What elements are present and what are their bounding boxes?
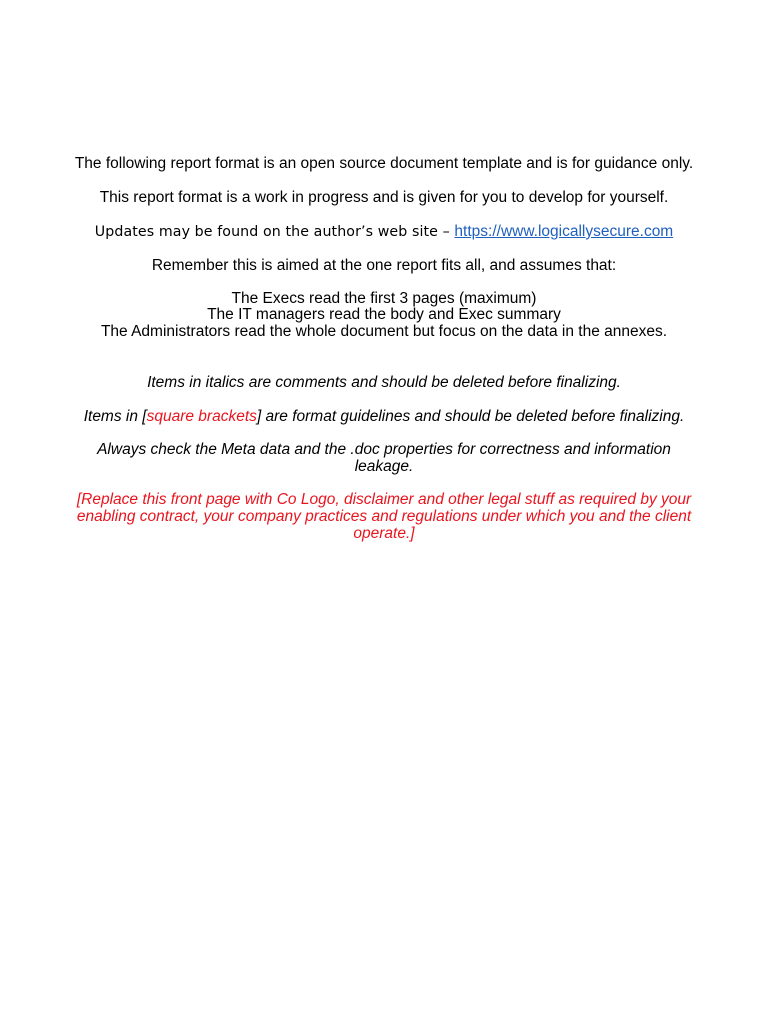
- replace-note-line-1: [Replace this front page with Co Logo, disclaimer and other legal stuff as required by your: [76, 491, 692, 508]
- updates-line: [60, 223, 708, 241]
- brackets-suffix: ] are format guidelines and should be deleted before finalizing.: [256, 408, 685, 425]
- author-website-link[interactable]: https://www.logicallysecure.com: [454, 223, 674, 240]
- replace-note-line-3: operate.]: [353, 525, 415, 542]
- brackets-note: [60, 408, 708, 425]
- intro-line-open-source: The following report format is an open source document template and is for guidance only.: [74, 155, 694, 172]
- document-page: [60, 0, 708, 1024]
- remember-line: Remember this is aimed at the one report fits all, and assumes that:: [151, 257, 617, 274]
- audience-administrators: The Administrators read the whole document but focus on the data in the annexes.: [100, 323, 668, 340]
- audience-it-managers: The IT managers read the body and Exec summary: [207, 306, 561, 323]
- updates-text: Updates may be found on the author’s web site –: [94, 224, 455, 240]
- intro-line-work-in-progress: This report format is a work in progress and is given for you to develop for yourself.: [99, 189, 669, 206]
- meta-note-line-2: leakage.: [354, 458, 414, 475]
- audience-execs: The Execs read the first 3 pages (maximum): [231, 290, 537, 307]
- brackets-highlight: square brackets: [146, 408, 257, 425]
- replace-note-line-2: enabling contract, your company practices and regulations under which you and the client: [76, 508, 692, 525]
- meta-note-line-1: Always check the Meta data and the .doc properties for correctness and information: [97, 441, 671, 458]
- brackets-prefix: Items in [: [83, 408, 147, 425]
- italics-note: Items in italics are comments and should be deleted before finalizing.: [147, 374, 621, 391]
